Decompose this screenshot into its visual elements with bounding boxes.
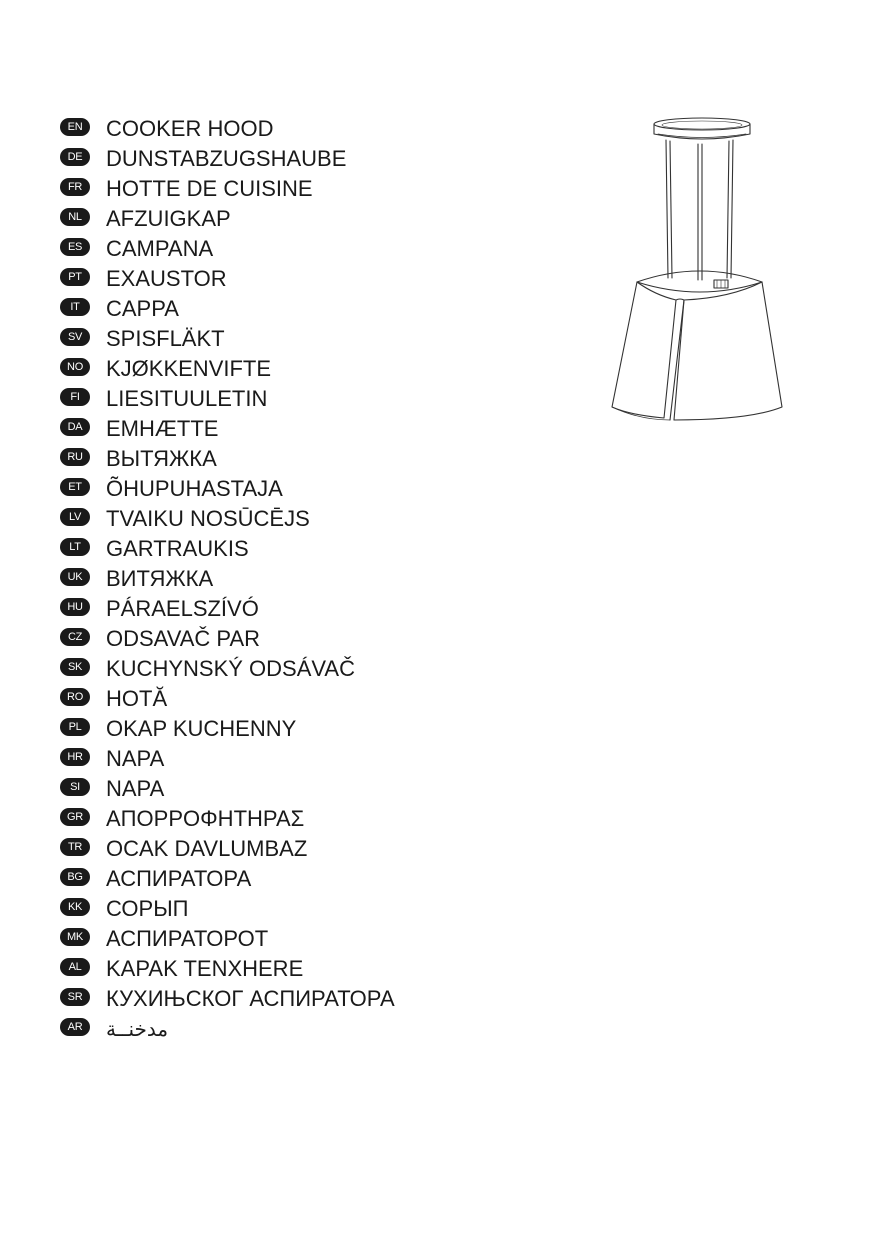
language-item-pl [60, 714, 395, 744]
product-name-kk: СОРЫП [106, 896, 189, 921]
language-item-uk [60, 564, 395, 594]
language-badge-pl: PL [60, 718, 90, 736]
language-badge-hu: HU [60, 598, 90, 616]
language-item-bg [60, 864, 395, 894]
language-item-fi [60, 384, 395, 414]
product-name-sv: SPISFLÄKT [106, 326, 225, 351]
product-name-si: NAPA [106, 776, 165, 801]
language-badge-bg: BG [60, 868, 90, 886]
language-item-fr [60, 174, 395, 204]
language-badge-uk: UK [60, 568, 90, 586]
product-name-nl: AFZUIGKAP [106, 206, 231, 231]
language-badge-ro: RO [60, 688, 90, 706]
product-name-lt: GARTRAUKIS [106, 536, 249, 561]
language-badge-ar: AR [60, 1018, 90, 1036]
product-name-tr: OCAK DAVLUMBAZ [106, 836, 308, 861]
product-name-hr: NAPA [106, 746, 165, 771]
language-badge-da: DA [60, 418, 90, 436]
language-item-et [60, 474, 395, 504]
language-badge-sk: SK [60, 658, 90, 676]
language-item-si [60, 774, 395, 804]
language-item-al [60, 954, 395, 984]
language-item-pt [60, 264, 395, 294]
product-name-al: KAPAK TENXHERE [106, 956, 304, 981]
language-badge-gr: GR [60, 808, 90, 826]
language-item-no [60, 354, 395, 384]
language-item-ro [60, 684, 395, 714]
product-name-sk: KUCHYNSKÝ ODSÁVAČ [106, 656, 355, 681]
language-item-kk [60, 894, 395, 924]
product-name-gr: ΑΠΟΡΡΟΦΗΤΗΡΑΣ [106, 806, 305, 831]
product-name-es: CAMPANA [106, 236, 214, 261]
language-list [60, 114, 395, 1044]
language-item-tr [60, 834, 395, 864]
language-item-ar [60, 1014, 395, 1044]
language-item-mk [60, 924, 395, 954]
product-name-de: DUNSTABZUGSHAUBE [106, 146, 347, 171]
product-name-fi: LIESITUULETIN [106, 386, 268, 411]
language-badge-nl: NL [60, 208, 90, 226]
language-item-en [60, 114, 395, 144]
product-name-pl: OKAP KUCHENNY [106, 716, 297, 741]
language-badge-mk: MK [60, 928, 90, 946]
language-item-lv [60, 504, 395, 534]
product-name-sr: КУХИЊСКОГ АСПИРАТОРА [106, 986, 395, 1011]
language-badge-sr: SR [60, 988, 90, 1006]
language-badge-en: EN [60, 118, 90, 136]
language-item-sv [60, 324, 395, 354]
language-badge-de: DE [60, 148, 90, 166]
language-badge-pt: PT [60, 268, 90, 286]
language-item-de [60, 144, 395, 174]
language-badge-et: ET [60, 478, 90, 496]
product-name-hu: PÁRAELSZÍVÓ [106, 596, 259, 621]
product-name-en: COOKER HOOD [106, 116, 274, 141]
cooker-hood-illustration [600, 110, 800, 430]
language-badge-cz: CZ [60, 628, 90, 646]
language-item-es [60, 234, 395, 264]
product-name-it: CAPPA [106, 296, 179, 321]
language-badge-si: SI [60, 778, 90, 796]
language-badge-al: AL [60, 958, 90, 976]
product-name-bg: АСПИРАТОРА [106, 866, 252, 891]
language-badge-hr: HR [60, 748, 90, 766]
language-item-da [60, 414, 395, 444]
product-name-et: ÕHUPUHASTAJA [106, 476, 283, 501]
product-name-fr: HOTTE DE CUISINE [106, 176, 313, 201]
language-item-sk [60, 654, 395, 684]
product-name-ru: ВЫТЯЖКА [106, 446, 217, 471]
language-badge-es: ES [60, 238, 90, 256]
product-name-pt: EXAUSTOR [106, 266, 227, 291]
language-item-ru [60, 444, 395, 474]
product-name-ar: مدخنــة [106, 1017, 169, 1041]
language-item-gr [60, 804, 395, 834]
language-badge-ru: RU [60, 448, 90, 466]
language-badge-kk: KK [60, 898, 90, 916]
language-item-cz [60, 624, 395, 654]
language-badge-no: NO [60, 358, 90, 376]
language-item-nl [60, 204, 395, 234]
language-badge-tr: TR [60, 838, 90, 856]
language-badge-it: IT [60, 298, 90, 316]
product-name-da: EMHÆTTE [106, 416, 219, 441]
language-item-lt [60, 534, 395, 564]
product-name-ro: HOTĂ [106, 686, 168, 711]
language-badge-fi: FI [60, 388, 90, 406]
language-badge-fr: FR [60, 178, 90, 196]
language-item-hu [60, 594, 395, 624]
language-badge-lv: LV [60, 508, 90, 526]
language-badge-lt: LT [60, 538, 90, 556]
product-name-mk: АСПИРАТОРОТ [106, 926, 269, 951]
language-item-it [60, 294, 395, 324]
product-name-cz: ODSAVAČ PAR [106, 626, 261, 651]
product-name-no: KJØKKENVIFTE [106, 356, 272, 381]
product-name-uk: ВИТЯЖКА [106, 566, 214, 591]
product-name-lv: TVAIKU NOSŪCĒJS [106, 506, 310, 531]
language-item-sr [60, 984, 395, 1014]
language-badge-sv: SV [60, 328, 90, 346]
language-item-hr [60, 744, 395, 774]
